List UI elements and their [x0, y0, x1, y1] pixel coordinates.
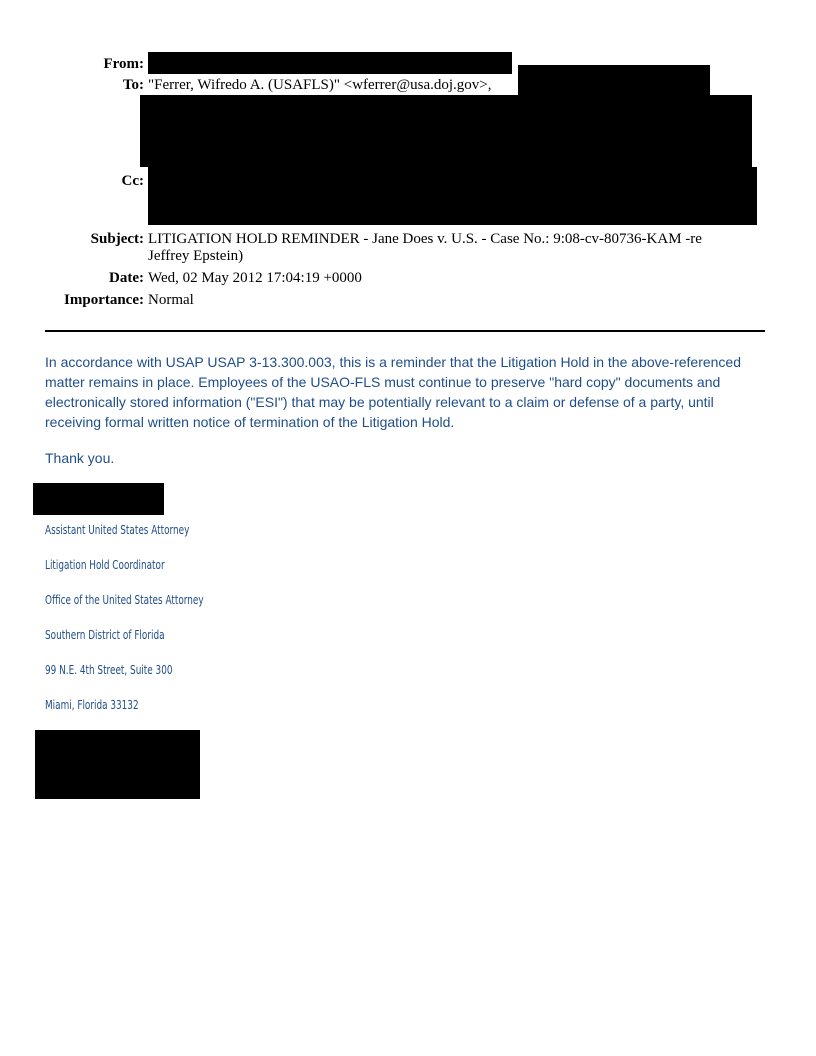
cc-label: Cc: [121, 173, 144, 189]
subject-line-1: LITIGATION HOLD REMINDER - Jane Does v. U.S. - Case No.: 9:08-cv-80736-KAM -re [148, 231, 702, 247]
importance-value: Normal [148, 292, 194, 308]
subject-label: Subject: [90, 231, 144, 247]
to-value: "Ferrer, Wifredo A. (USAFLS)" <wferrer@usa.doj.gov>, [148, 77, 492, 93]
thanks-text: Thank you. [45, 450, 115, 466]
signature-line: Office of the United States Attorney [45, 593, 204, 607]
to-label: To: [122, 77, 144, 93]
date-label: Date: [109, 270, 144, 286]
date-value: Wed, 02 May 2012 17:04:19 +0000 [148, 270, 362, 286]
from-redaction [148, 52, 512, 74]
signature-line: 99 N.E. 4th Street, Suite 300 [45, 663, 173, 677]
cc-redaction [148, 167, 757, 225]
signature-line: Assistant United States Attorney [45, 523, 190, 537]
from-label: From: [103, 56, 144, 72]
signature-line: Litigation Hold Coordinator [45, 558, 165, 572]
to-redaction [518, 65, 710, 95]
header-divider [45, 330, 765, 332]
signature-name-redaction [33, 483, 164, 515]
importance-label: Importance: [64, 292, 144, 308]
signature-line: Southern District of Florida [45, 628, 165, 642]
signature-line: Miami, Florida 33132 [45, 698, 139, 712]
body-paragraph: In accordance with USAP USAP 3-13.300.003, this is a reminder that the Litigation Hold in the above-referenced matter remains in place. Employees of the USAO-FLS must continue to preserve "hard copy" documents and electronically stored information ("ESI") that may be potentially relevant to a claim or defense of a party, until receiving formal written notice of termination of the Litigation Hold. [45, 354, 742, 430]
signature-contact-redaction [35, 730, 200, 799]
recipients-redaction [140, 95, 752, 167]
subject-line-2: Jeffrey Epstein) [148, 248, 244, 264]
